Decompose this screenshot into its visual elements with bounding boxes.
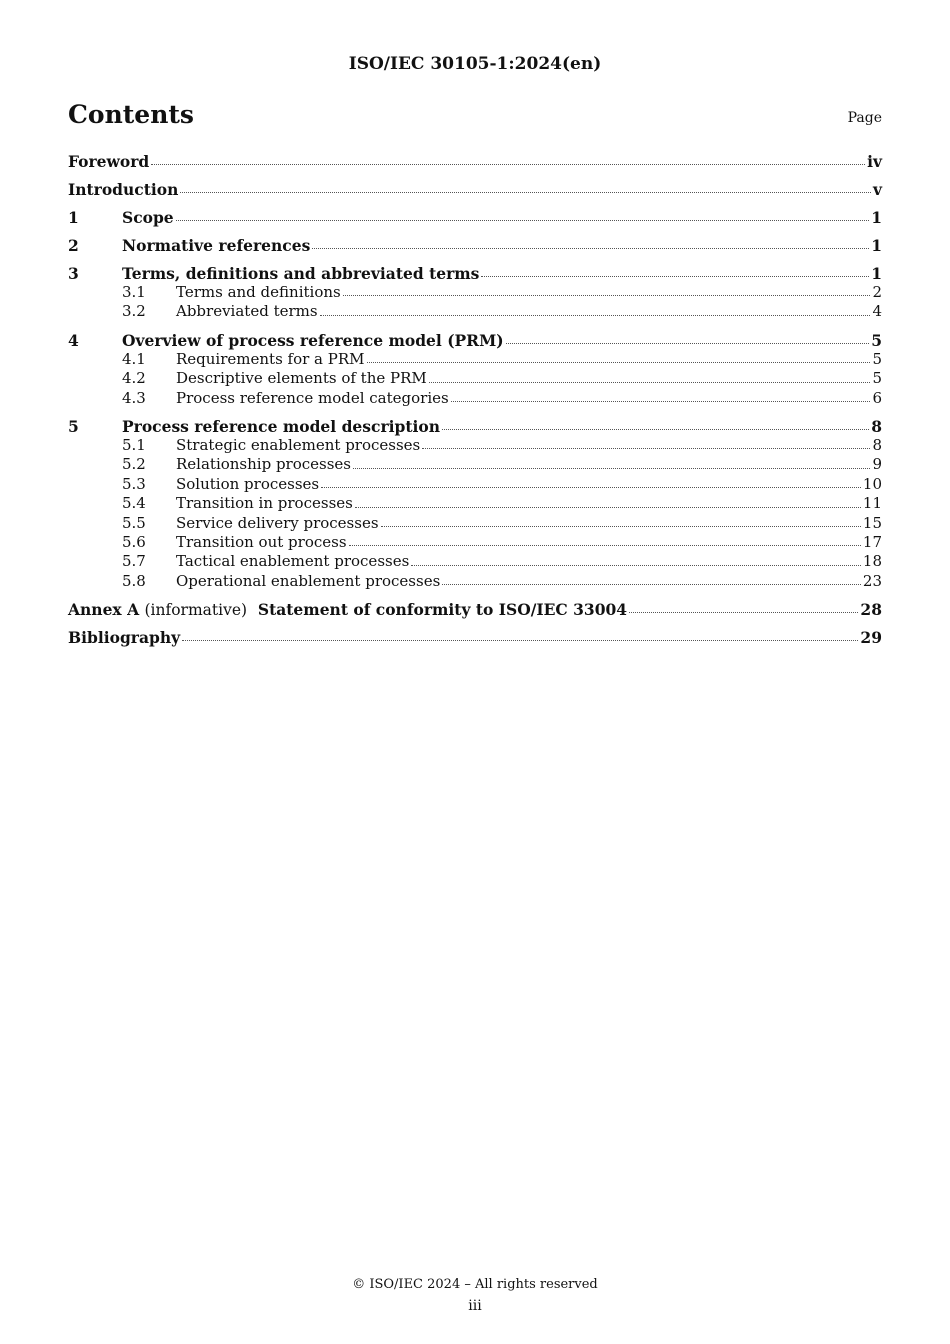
toc-entry-number: 5.1 [122, 435, 146, 454]
toc-entry-page: 18 [862, 552, 882, 571]
toc-entry-page: 11 [862, 494, 882, 513]
toc-entry[interactable] [68, 514, 882, 533]
toc-entry[interactable] [68, 494, 882, 513]
toc-entry-number: 5.4 [122, 494, 146, 513]
toc-entry-page: 5 [872, 349, 882, 368]
toc-annex-note: (informative) [144, 601, 248, 620]
toc-entry-page: v [872, 180, 882, 199]
toc-entry[interactable] [68, 350, 882, 369]
toc-entry[interactable] [68, 455, 882, 474]
toc-entry-number: 2 [68, 236, 79, 255]
toc-entry-page: 5 [872, 369, 882, 388]
toc-entry-page: 17 [862, 532, 882, 551]
toc-leader-dots [182, 640, 858, 641]
toc-entry-title: Strategic enablement processes [176, 435, 421, 454]
toc-entry-page: 29 [860, 628, 882, 648]
toc-entry[interactable] [68, 331, 882, 350]
toc-entry[interactable] [68, 552, 882, 571]
toc-entry-number: 5.3 [122, 474, 146, 493]
toc-entry-title: Process reference model categories [176, 388, 449, 407]
toc-entry-title: Foreword [68, 152, 150, 171]
toc-entry-title: Transition in processes [176, 494, 353, 513]
toc-entry[interactable] [68, 152, 882, 171]
toc-entry[interactable] [68, 628, 882, 647]
toc-entry[interactable] [68, 389, 882, 408]
toc-entry-title: Abbreviated terms [176, 302, 318, 321]
footer-page-number: iii [468, 1298, 482, 1314]
toc-entry-page: 1 [871, 236, 882, 255]
toc-leader-dots [629, 612, 858, 613]
toc-entry[interactable] [68, 572, 882, 591]
toc-entry-page: 8 [872, 435, 882, 454]
page-column-label: Page [847, 110, 882, 126]
toc-entry[interactable] [68, 475, 882, 494]
toc-leader-dots [349, 545, 861, 546]
toc-entry[interactable] [68, 283, 882, 302]
toc-entry-page: 28 [860, 600, 882, 620]
toc-entry[interactable] [68, 600, 882, 619]
toc-entry-title: Transition out process [176, 532, 347, 551]
toc-entry-title: Descriptive elements of the PRM [176, 369, 427, 388]
toc-entry-page: 9 [872, 455, 882, 474]
toc-leader-dots [353, 468, 870, 469]
toc-leader-dots [355, 507, 861, 508]
toc-entry-number: 4.3 [122, 388, 146, 407]
toc-entry-page: 1 [871, 208, 882, 227]
toc-entry[interactable] [68, 417, 882, 436]
toc-leader-dots [506, 343, 870, 344]
toc-entry-page: 10 [862, 474, 882, 493]
toc-entry[interactable] [68, 264, 882, 283]
toc-annex-title: Statement of conformity to ISO/IEC 33004 [257, 600, 628, 620]
toc-entry-number: 5.6 [122, 532, 146, 551]
toc-entry-page: 2 [872, 283, 882, 301]
toc-entry[interactable] [68, 180, 882, 199]
toc-leader-dots [321, 487, 861, 488]
toc-entry-title: Introduction [68, 180, 179, 199]
toc-entry-page: 5 [871, 330, 882, 350]
toc-entry-page: iv [867, 152, 882, 171]
toc-leader-dots [422, 448, 870, 449]
toc-entry-page: 4 [872, 302, 882, 321]
toc-entry-number: 5.7 [122, 552, 146, 571]
toc-entry-page: 8 [871, 416, 882, 436]
toc-entry-number: 5.5 [122, 513, 146, 532]
toc-entry[interactable] [68, 302, 882, 321]
toc-annex-label: Annex A [68, 600, 140, 620]
toc-entry[interactable] [68, 533, 882, 552]
toc-entry-title: Process reference model description [122, 416, 440, 436]
toc-entry-title: Solution processes [176, 474, 320, 493]
toc-entry[interactable] [68, 369, 882, 388]
table-of-contents [68, 152, 882, 647]
toc-leader-dots [312, 248, 869, 249]
toc-entry-title: Service delivery processes [176, 513, 379, 532]
toc-entry-number: 5.2 [122, 455, 146, 474]
toc-entry-page: 23 [862, 571, 882, 590]
toc-entry-page: 15 [862, 513, 882, 532]
toc-entry-title [68, 600, 627, 619]
toc-entry-number: 1 [68, 208, 79, 227]
toc-entry-title: Relationship processes [176, 455, 352, 474]
toc-entry-title: Terms, definitions and abbreviated terms [122, 264, 480, 283]
toc-entry-number: 3 [68, 264, 79, 283]
toc-entry-number: 4.1 [122, 349, 146, 368]
toc-leader-dots [367, 362, 871, 363]
toc-entry-number: 5 [68, 416, 79, 436]
toc-entry-number: 4 [68, 330, 79, 350]
toc-entry-title: Requirements for a PRM [176, 349, 365, 368]
toc-entry-title: Bibliography [68, 628, 181, 648]
toc-leader-dots [429, 382, 871, 383]
toc-entry-number: 3.2 [122, 302, 146, 321]
contents-title: Contents [68, 100, 195, 129]
toc-leader-dots [442, 584, 861, 585]
footer-copyright: © ISO/IEC 2024 – All rights reserved [352, 1277, 598, 1292]
toc-leader-dots [151, 164, 865, 165]
toc-leader-dots [381, 526, 861, 527]
toc-entry-title: Normative references [122, 236, 311, 255]
toc-entry-title: Operational enablement processes [176, 571, 441, 590]
toc-leader-dots [451, 401, 871, 402]
document-header: ISO/IEC 30105-1:2024(en) [348, 54, 602, 74]
toc-entry-title: Scope [122, 208, 174, 227]
toc-entry-page: 1 [871, 264, 882, 283]
toc-leader-dots [343, 295, 871, 296]
toc-entry-number: 5.8 [122, 571, 146, 590]
toc-leader-dots [180, 192, 871, 193]
toc-leader-dots [411, 565, 861, 566]
toc-entry-title: Overview of process reference model (PRM) [122, 330, 504, 350]
toc-leader-dots [481, 276, 869, 277]
toc-entry-number: 4.2 [122, 369, 146, 388]
toc-entry[interactable] [68, 436, 882, 455]
toc-leader-dots [176, 220, 870, 221]
toc-leader-dots [442, 429, 869, 430]
toc-entry[interactable] [68, 236, 882, 255]
toc-entry[interactable] [68, 208, 882, 227]
toc-entry-title: Terms and definitions [176, 283, 341, 301]
toc-entry-title: Tactical enablement processes [176, 552, 410, 571]
toc-entry-number: 3.1 [122, 283, 146, 301]
toc-leader-dots [320, 315, 871, 316]
toc-entry-page: 6 [872, 388, 882, 407]
